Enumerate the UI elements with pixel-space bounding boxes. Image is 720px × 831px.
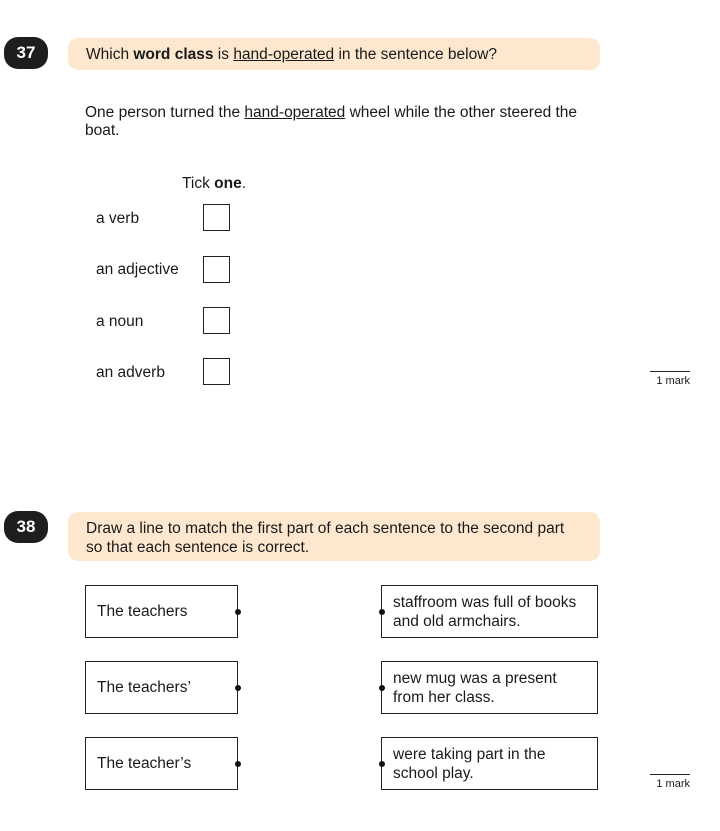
tick-box-adjective[interactable]	[203, 256, 230, 283]
option-label: an adverb	[96, 364, 165, 381]
match-left-box	[85, 661, 238, 714]
option-label: a noun	[96, 313, 144, 330]
connector-dot[interactable]	[235, 685, 241, 691]
mark-allocation-38: 1 mark	[650, 774, 690, 790]
connector-dot[interactable]	[379, 685, 385, 691]
match-left-box	[85, 737, 238, 790]
question-37-sentence: One person turned the hand-operated wheel while the other steered the boat.	[85, 104, 578, 139]
question-37-prompt: Which word class is hand-operated in the sentence below?	[68, 38, 600, 70]
mark-allocation-37: 1 mark	[650, 371, 690, 387]
tick-instruction: Tick one.	[182, 175, 247, 192]
match-left-text: The teachers’	[97, 679, 191, 696]
option-label: a verb	[96, 210, 140, 227]
tick-box-noun[interactable]	[203, 307, 230, 334]
question-number-38: 38	[4, 511, 48, 543]
match-right-text: new mug was a present from her class.	[393, 669, 557, 706]
match-right-text: staffroom was full of books and old armchairs.	[393, 593, 577, 630]
match-right-box	[381, 585, 598, 638]
tick-box-adverb[interactable]	[203, 358, 230, 385]
match-right-text: were taking part in the school play.	[393, 745, 546, 782]
match-left-text: The teacher’s	[97, 755, 192, 772]
tick-box-verb[interactable]	[203, 204, 230, 231]
match-right-box	[381, 661, 598, 714]
match-left-box	[85, 585, 238, 638]
connector-dot[interactable]	[379, 609, 385, 615]
question-38-prompt: Draw a line to match the first part of each sentence to the second part so that each sentence is correct.	[68, 512, 600, 561]
match-left-text: The teachers	[97, 603, 188, 620]
connector-dot[interactable]	[379, 761, 385, 767]
connector-dot[interactable]	[235, 609, 241, 615]
option-label: an adjective	[96, 261, 179, 278]
match-right-box	[381, 737, 598, 790]
connector-dot[interactable]	[235, 761, 241, 767]
question-number-37: 37	[4, 37, 48, 69]
